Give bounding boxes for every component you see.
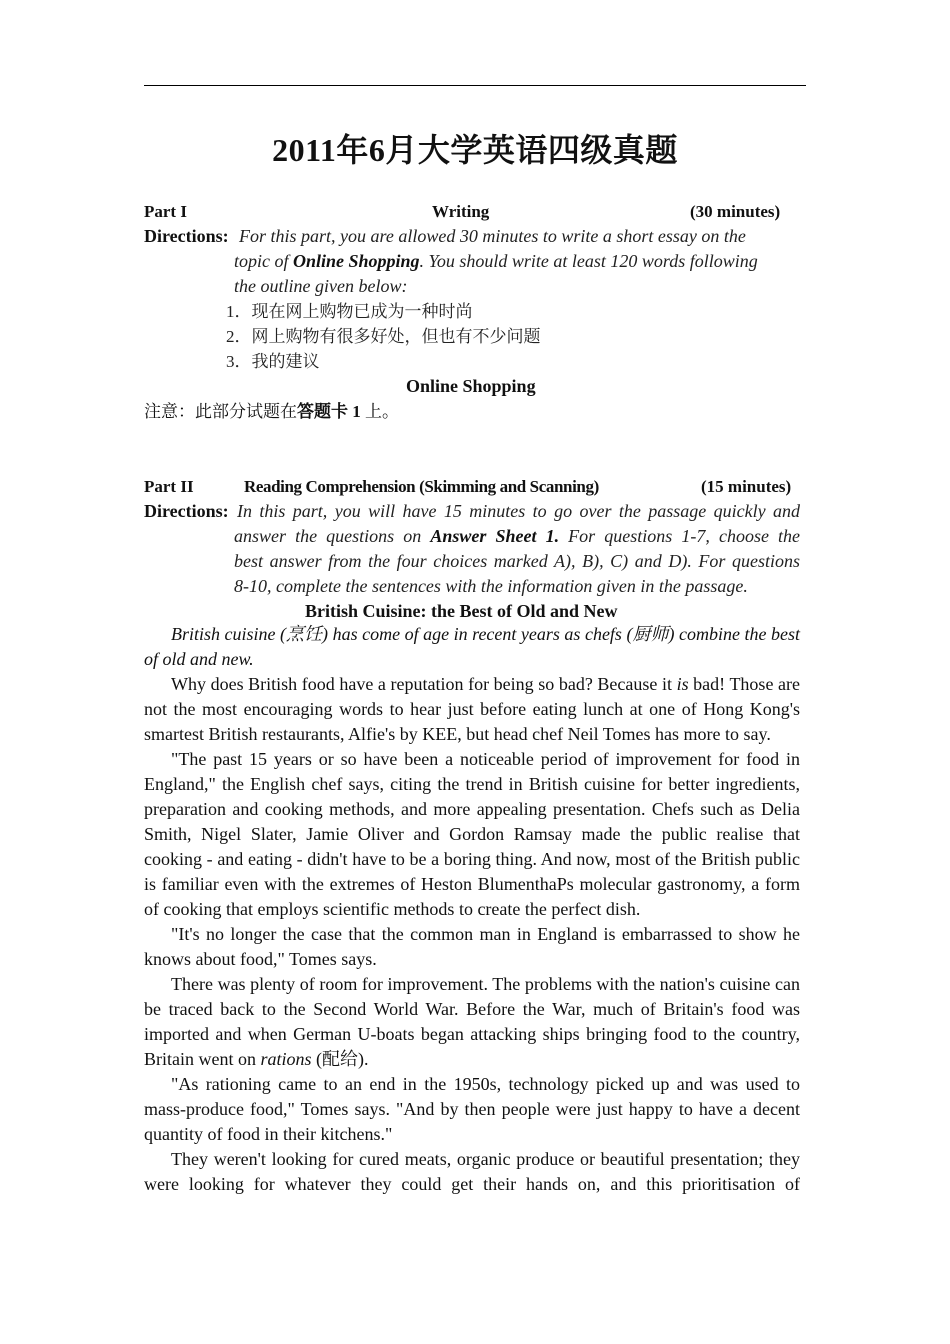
outline-item: 3．我的建议 [226, 352, 320, 371]
part1-name: Writing [432, 202, 490, 221]
answer-sheet-ref: Answer Sheet 1. [430, 526, 560, 546]
part1-directions-label: Directions: [144, 226, 229, 246]
part1-label: Part I [144, 202, 187, 221]
top-rule [144, 85, 806, 86]
passage-title: British Cuisine: the Best of Old and New [305, 601, 618, 621]
outline-item: 1．现在网上购物已成为一种时尚 [226, 302, 473, 321]
part2-directions-line1: In this part, you will have 15 minutes to go over the passage quickly and [237, 501, 800, 521]
page-title: 2011年6月大学英语四级真题 [272, 132, 678, 168]
part2-name: Reading Comprehension (Skimming and Scanning) [244, 477, 599, 496]
essay-title: Online Shopping [406, 376, 536, 396]
part2-directions-line4: 8-10, complete the sentences with the information given in the passage. [234, 576, 748, 596]
passage-paragraph: "It's no longer the case that the common man in England is embarrassed to show he knows about food," Tomes says. [144, 924, 800, 969]
part1-directions-line1: For this part, you are allowed 30 minutes to write a short essay on the [239, 226, 746, 246]
passage-paragraph: "As rationing came to an end in the 1950s, technology picked up and was used to mass-produce food," Tomes says. "And by then people were just happy to have a decent quantity of food in their kitchens." [144, 1074, 800, 1144]
passage-paragraph: "The past 15 years or so have been a noticeable period of improvement for food in England," the English chef says, citing the trend in British cuisine for better ingredients, preparation and cooking methods, and more appealing presentation. Chefs such as Delia Smith, Nigel Slater, Jamie Oliver and Gordon Ramsay made the public realise that cooking - and eating - didn't have to be a boring thing. And now, most of the British public is familiar even with the extremes of Heston BlumenthaPs molecular gastronomy, a form of cooking that employs scientific methods to create the perfect dish. [144, 749, 800, 919]
part2-directions-label: Directions: [144, 501, 229, 521]
part2-time: (15 minutes) [701, 477, 792, 496]
outline-item: 2．网上购物有很多好处，但也有不少问题 [226, 327, 541, 346]
part2-directions-line3: best answer from the four choices marked A), B), C) and D). For questions [234, 551, 800, 571]
topic-name: Online Shopping [293, 251, 420, 271]
passage-paragraph: Why does British food have a reputation for being so bad? Because it is bad! Those are not the most encouraging words to hear just before eating lunch at one of Hong Kong's smartest British restaurants, Alfie's by KEE, but head chef Neil Tomes has more to say. [144, 674, 800, 744]
passage-paragraph: They weren't looking for cured meats, organic produce or beautiful presentation; they were looking for whatever they could get their hands on, and this prioritisation of [144, 1149, 800, 1194]
part2-directions-line2: answer the questions on Answer Sheet 1. For questions 1-7, choose the [234, 526, 801, 546]
part2-label: Part II [144, 477, 194, 496]
passage-intro: British cuisine (烹饪) has come of age in recent years as chefs (厨师) combine the best of old and new. [144, 624, 800, 669]
part1-directions-line3: the outline given below: [234, 276, 408, 296]
part1-time: (30 minutes) [690, 202, 781, 221]
passage-paragraph: There was plenty of room for improvement. The problems with the nation's cuisine can be traced back to the Second World War. Before the War, much of Britain's food was imported and when German U-boats began attacking ships bringing food to the country, Britain went on rations (配给). [144, 974, 800, 1069]
passage-body [144, 622, 800, 1197]
answer-sheet-note: 注意：此部分试题在答题卡 1 上。 [144, 402, 399, 421]
part1-directions-line2: topic of Online Shopping. You should write at least 120 words following [234, 251, 758, 271]
